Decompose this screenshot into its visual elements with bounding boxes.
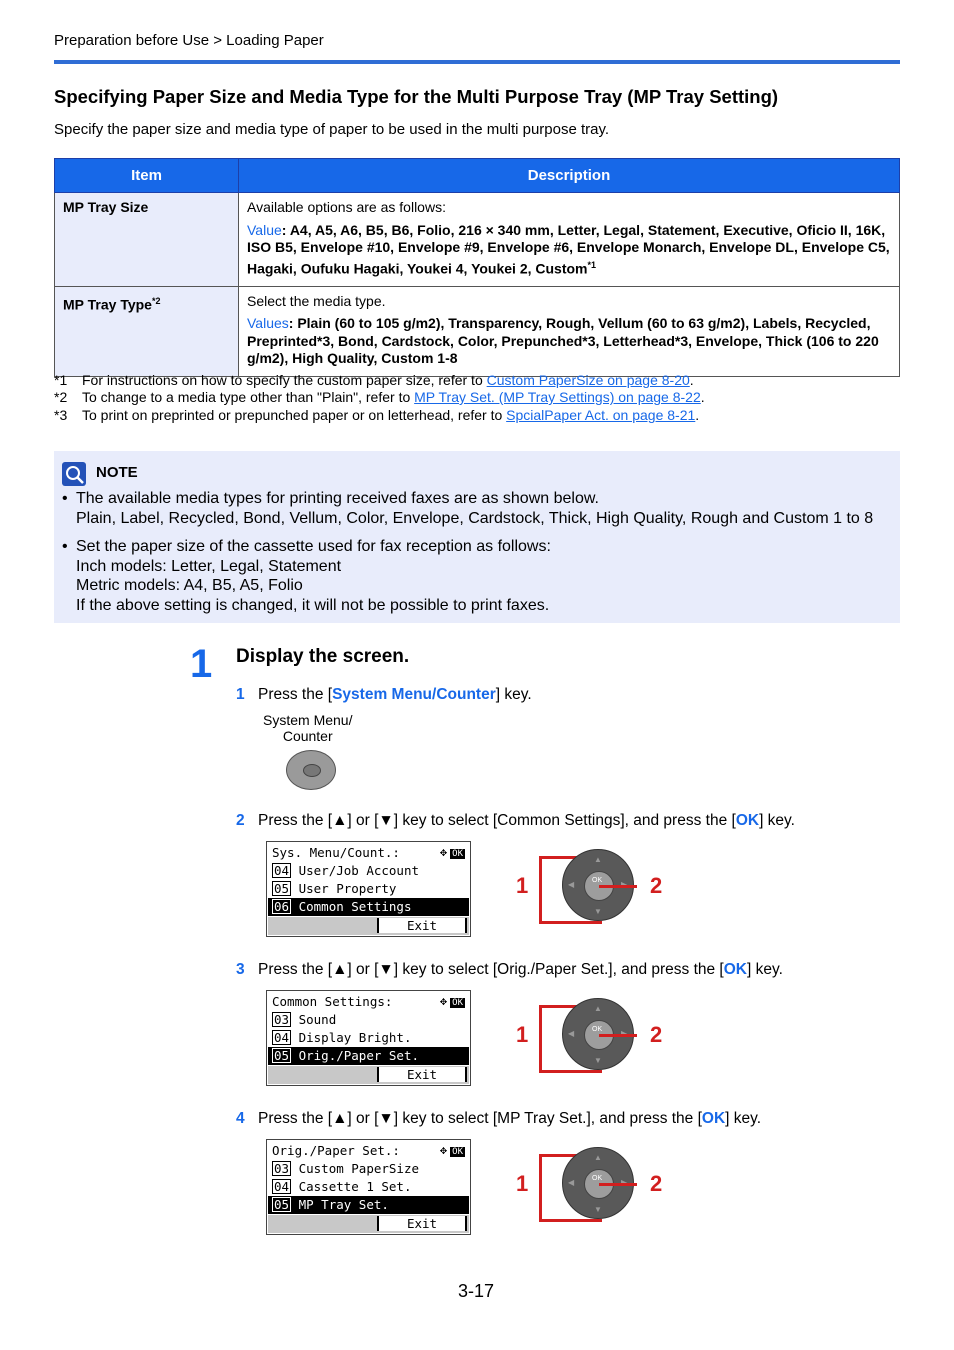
substep-number: 4 bbox=[236, 1110, 245, 1127]
substep-text: ] key. bbox=[495, 686, 532, 703]
note-line: Metric models: A4, B5, A5, Folio bbox=[76, 577, 303, 594]
substep-text: Press the [ bbox=[258, 686, 333, 703]
lcd-title: Orig./Paper Set.: bbox=[272, 1143, 400, 1158]
footnote-link[interactable]: MP Tray Set. (MP Tray Settings) on page 8-22 bbox=[414, 389, 701, 405]
note-bullet: • The available media types for printing received faxes are as shown below. Plain, Label, Recycled, Bond, Vellum, Color, Envelope, Cardstock, Thick, High Quality, Rough and Custom 1 to 8 bbox=[62, 490, 874, 527]
ok-key[interactable]: OK bbox=[584, 1169, 614, 1199]
lcd-menu-item-selected: 06 Common Settings bbox=[268, 898, 469, 916]
lcd-menu-item: 04 Cassette 1 Set. bbox=[274, 1179, 412, 1194]
substep-text: Press the [▲] or [▼] key to select [Common Settings], and press the [ bbox=[258, 812, 736, 829]
step-number: 1 bbox=[190, 642, 213, 686]
breadcrumb: Preparation before Use > Loading Paper bbox=[54, 32, 324, 49]
system-menu-key-label bbox=[263, 712, 352, 744]
lcd-menu-item: 05 User Property bbox=[274, 881, 397, 896]
footnote-key: *2 bbox=[54, 389, 68, 405]
callout-label-2: 2 bbox=[650, 1171, 663, 1196]
lcd-menu-item: 03 Custom PaperSize bbox=[274, 1161, 420, 1176]
value-label: Values bbox=[247, 315, 289, 332]
key-name: OK bbox=[701, 1110, 726, 1127]
arrow-ok-wheel[interactable]: ▲ ▼ ◀ OK bbox=[562, 998, 634, 1070]
footnote-key: *3 bbox=[54, 407, 68, 423]
lcd-menu-item: 04 Display Bright. bbox=[274, 1030, 412, 1045]
lcd-title: Sys. Menu/Count.: bbox=[272, 845, 400, 860]
substep-text: Press the [▲] or [▼] key to select [MP Tray Set.], and press the [ bbox=[258, 1110, 702, 1127]
footnote-end: . bbox=[700, 389, 705, 405]
footnote-end: . bbox=[689, 372, 694, 388]
table-header-item: Item bbox=[55, 159, 239, 193]
callout-label-1: 1 bbox=[516, 873, 529, 898]
callout-label-1: 1 bbox=[516, 1022, 529, 1047]
key-name: OK bbox=[723, 961, 747, 978]
substep-number: 3 bbox=[236, 961, 245, 978]
substep-number: 2 bbox=[236, 812, 245, 829]
note-icon bbox=[62, 462, 86, 486]
ok-key[interactable]: OK bbox=[584, 871, 614, 901]
callout-label-2: 2 bbox=[650, 873, 663, 898]
value-list: : A4, A5, A6, B5, B6, Folio, 216 × 340 mm, Letter, Legal, Statement, Executive, Oficio II, 16K, ISO B5, Envelope #10, Envelope #9, Envelope #6, Envelope Monarch, Envelope DL, Envelope C5, Hagaki, Oufuku Hagaki, Youkei 4, Youkei 2, Custom bbox=[247, 221, 890, 277]
navigation-icon: ✥ OK bbox=[439, 845, 463, 859]
value-list: : Plain (60 to 105 g/m2), Transparency, Rough, Vellum (60 to 63 g/m2), Labels, Recycled, Preprinted*3, Bond, Cardstock, Color, Prepunched*3, Letterhead*3, Envelope, Thick (106 to 220 g/m2), High Quality, Custom 1-8 bbox=[247, 315, 879, 367]
callout-label-1: 1 bbox=[516, 1171, 529, 1196]
note-title: NOTE bbox=[96, 464, 138, 481]
navigation-icon: ✥ OK bbox=[439, 1143, 463, 1157]
lcd-menu-item: 04 User/Job Account bbox=[274, 863, 420, 878]
table-cell-description bbox=[239, 193, 900, 287]
footnote-text: For instructions on how to specify the custom paper size, refer to bbox=[82, 372, 487, 388]
footnote-ref: *2 bbox=[151, 295, 161, 306]
description-line: Available options are as follows: bbox=[247, 199, 446, 215]
item-label: MP Tray Size bbox=[63, 199, 149, 215]
substep-text: Press the [▲] or [▼] key to select [Orig./Paper Set.], and press the [ bbox=[258, 961, 724, 978]
substep-text: ] key. bbox=[725, 1110, 762, 1127]
exit-softkey[interactable]: Exit bbox=[377, 918, 467, 933]
callout-line bbox=[599, 1034, 637, 1037]
footnote-end: . bbox=[695, 407, 700, 423]
substep-text: ] key. bbox=[747, 961, 783, 978]
navigation-icon: ✥ OK bbox=[439, 994, 463, 1008]
table-row bbox=[55, 193, 900, 287]
substep bbox=[236, 1110, 761, 1128]
footnote-ref: *1 bbox=[587, 259, 597, 270]
key-label-line: System Menu/ bbox=[263, 712, 353, 728]
substep bbox=[236, 961, 783, 979]
lcd-screen bbox=[266, 990, 471, 1086]
note-line: If the above setting is changed, it will not be possible to print faxes. bbox=[76, 596, 550, 614]
footnote bbox=[54, 389, 705, 405]
step-title: Display the screen. bbox=[236, 646, 410, 667]
page-number: 3-17 bbox=[458, 1281, 495, 1301]
exit-softkey[interactable]: Exit bbox=[377, 1067, 467, 1082]
key-label-line: Counter bbox=[282, 728, 333, 744]
item-label: MP Tray Type bbox=[63, 296, 152, 313]
substep-number: 1 bbox=[236, 686, 245, 703]
note-bullet: • Set the paper size of the cassette used for fax reception as follows: Inch models: Letter, Legal, Statement Metric models: A4, B5, A5, Folio If the above setting is changed, it will not be possible to print faxes. bbox=[62, 538, 551, 614]
intro-text: Specify the paper size and media type of paper to be used in the multi purpose tray. bbox=[54, 121, 610, 138]
footnote-key: *1 bbox=[54, 372, 68, 388]
system-menu-key[interactable] bbox=[286, 750, 336, 790]
lcd-screen bbox=[266, 841, 471, 937]
exit-softkey[interactable]: Exit bbox=[377, 1216, 467, 1231]
note-line: The available media types for printing received faxes are as shown below. bbox=[76, 490, 599, 507]
footnote-link[interactable]: SpcialPaper Act. on page 8-21 bbox=[506, 407, 696, 423]
note-line: Plain, Label, Recycled, Bond, Vellum, Color, Envelope, Cardstock, Thick, High Quality, Rough and Custom 1 to 8 bbox=[76, 509, 874, 527]
section-heading: Specifying Paper Size and Media Type for the Multi Purpose Tray (MP Tray Setting) bbox=[54, 86, 779, 107]
description-line: Select the media type. bbox=[247, 292, 386, 309]
callout-line bbox=[599, 885, 637, 888]
substep bbox=[236, 812, 795, 830]
substep-text: ] key. bbox=[759, 812, 795, 829]
key-name: OK bbox=[735, 812, 760, 829]
note-line: Inch models: Letter, Legal, Statement bbox=[76, 557, 342, 575]
footnote-text: To print on preprinted or prepunched paper or on letterhead, refer to bbox=[82, 407, 507, 423]
footnote bbox=[54, 372, 694, 388]
lcd-menu-item-selected: 05 MP Tray Set. bbox=[268, 1196, 469, 1214]
note-line: Set the paper size of the cassette used for fax reception as follows: bbox=[76, 538, 551, 555]
callout-label-2: 2 bbox=[650, 1022, 663, 1047]
footnote bbox=[54, 407, 699, 423]
ok-key[interactable]: OK bbox=[584, 1020, 614, 1050]
table-cell-description bbox=[239, 286, 900, 376]
substep bbox=[236, 686, 532, 704]
table-cell-item bbox=[55, 193, 239, 287]
footnote-link[interactable]: Custom PaperSize on page 8-20 bbox=[486, 372, 690, 388]
footnote-text: To change to a media type other than "Plain", refer to bbox=[82, 389, 415, 405]
table-row bbox=[55, 286, 900, 376]
key-name: System Menu/Counter bbox=[332, 686, 496, 703]
lcd-menu-item-selected: 05 Orig./Paper Set. bbox=[268, 1047, 469, 1065]
settings-table bbox=[54, 158, 900, 377]
table-header-description: Description bbox=[239, 159, 900, 193]
value-label: Value bbox=[247, 221, 282, 238]
header-rule bbox=[54, 60, 900, 64]
arrow-ok-wheel[interactable]: ▲ ▼ ◀ OK bbox=[562, 1147, 634, 1219]
callout-line bbox=[599, 1183, 637, 1186]
lcd-title: Common Settings: bbox=[272, 994, 393, 1009]
table-header-row bbox=[55, 159, 900, 193]
lcd-screen bbox=[266, 1139, 471, 1235]
lcd-menu-item: 03 Sound bbox=[274, 1012, 337, 1027]
arrow-ok-wheel[interactable]: ▲ ▼ ◀ OK bbox=[562, 849, 634, 921]
table-cell-item bbox=[55, 286, 239, 376]
